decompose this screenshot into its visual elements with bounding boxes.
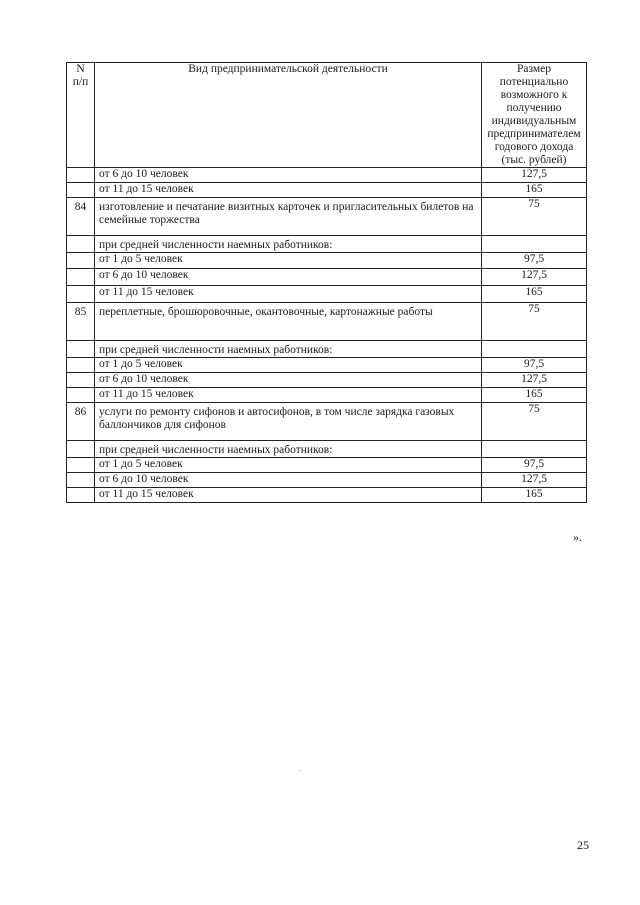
row-number: [67, 473, 95, 488]
table-row: [67, 286, 587, 303]
row-number: [67, 236, 95, 253]
table-body: [67, 168, 587, 503]
table-row: [67, 253, 587, 269]
row-activity: от 6 до 10 человек: [95, 168, 482, 183]
row-activity: от 6 до 10 человек: [95, 473, 482, 488]
row-number: [67, 253, 95, 269]
row-value: 165: [482, 488, 587, 503]
row-activity: от 11 до 15 человек: [95, 488, 482, 503]
row-activity: от 1 до 5 человек: [95, 253, 482, 269]
header-number: N п/п: [67, 63, 95, 168]
row-number: [67, 341, 95, 358]
row-value: 127,5: [482, 269, 587, 286]
table-row: [67, 303, 587, 341]
table-row: [67, 473, 587, 488]
row-activity: от 6 до 10 человек: [95, 373, 482, 388]
table-row: [67, 358, 587, 373]
row-value: 75: [482, 303, 587, 341]
row-number: [67, 488, 95, 503]
table-row: [67, 198, 587, 236]
table-row: [67, 403, 587, 441]
row-number: 86: [67, 403, 95, 441]
row-value: [482, 441, 587, 458]
row-value: 165: [482, 183, 587, 198]
row-number: [67, 168, 95, 183]
row-number: [67, 458, 95, 473]
row-number: [67, 373, 95, 388]
row-activity: от 11 до 15 человек: [95, 183, 482, 198]
row-value: 127,5: [482, 168, 587, 183]
row-number: [67, 388, 95, 403]
row-activity: от 11 до 15 человек: [95, 286, 482, 303]
row-activity: при средней численности наемных работников:: [95, 236, 482, 253]
row-number: 84: [67, 198, 95, 236]
row-activity: при средней численности наемных работников:: [95, 441, 482, 458]
table-row: [67, 236, 587, 253]
row-number: [67, 183, 95, 198]
row-number: [67, 286, 95, 303]
row-activity: изготовление и печатание визитных карточек и пригласительных билетов на семейные торжества: [95, 198, 482, 236]
table-row: [67, 341, 587, 358]
closing-quote: ».: [573, 530, 582, 544]
row-number: 85: [67, 303, 95, 341]
row-value: 127,5: [482, 473, 587, 488]
row-value: 75: [482, 198, 587, 236]
row-value: 75: [482, 403, 587, 441]
table-row: [67, 373, 587, 388]
row-value: 97,5: [482, 358, 587, 373]
table-row: [67, 269, 587, 286]
row-activity: услуги по ремонту сифонов и автосифонов, в том числе зарядка газовых баллончиков для сифонов: [95, 403, 482, 441]
table-row: [67, 458, 587, 473]
row-value: 165: [482, 286, 587, 303]
row-value: 165: [482, 388, 587, 403]
table-row: [67, 388, 587, 403]
row-activity: от 11 до 15 человек: [95, 388, 482, 403]
row-number: [67, 441, 95, 458]
table-row: [67, 168, 587, 183]
row-activity: при средней численности наемных работников:: [95, 341, 482, 358]
row-number: [67, 269, 95, 286]
row-value: [482, 341, 587, 358]
header-activity: Вид предпринимательской деятельности: [95, 63, 482, 168]
table-row: [67, 441, 587, 458]
row-activity: от 1 до 5 человек: [95, 458, 482, 473]
income-table: [66, 62, 587, 503]
row-value: 127,5: [482, 373, 587, 388]
row-activity: переплетные, брошюровочные, окантовочные, картонажные работы: [95, 303, 482, 341]
scan-speck: [300, 770, 301, 771]
header-value: Размер потенциально возможного к получению индивидуальным предпринимателем годового дохода (тыс. рублей): [482, 63, 587, 168]
table-header-row: [67, 63, 587, 168]
row-number: [67, 358, 95, 373]
table-row: [67, 183, 587, 198]
row-value: 97,5: [482, 253, 587, 269]
row-value: 97,5: [482, 458, 587, 473]
page-number: 25: [577, 838, 589, 852]
row-value: [482, 236, 587, 253]
row-activity: от 1 до 5 человек: [95, 358, 482, 373]
table-row: [67, 488, 587, 503]
row-activity: от 6 до 10 человек: [95, 269, 482, 286]
